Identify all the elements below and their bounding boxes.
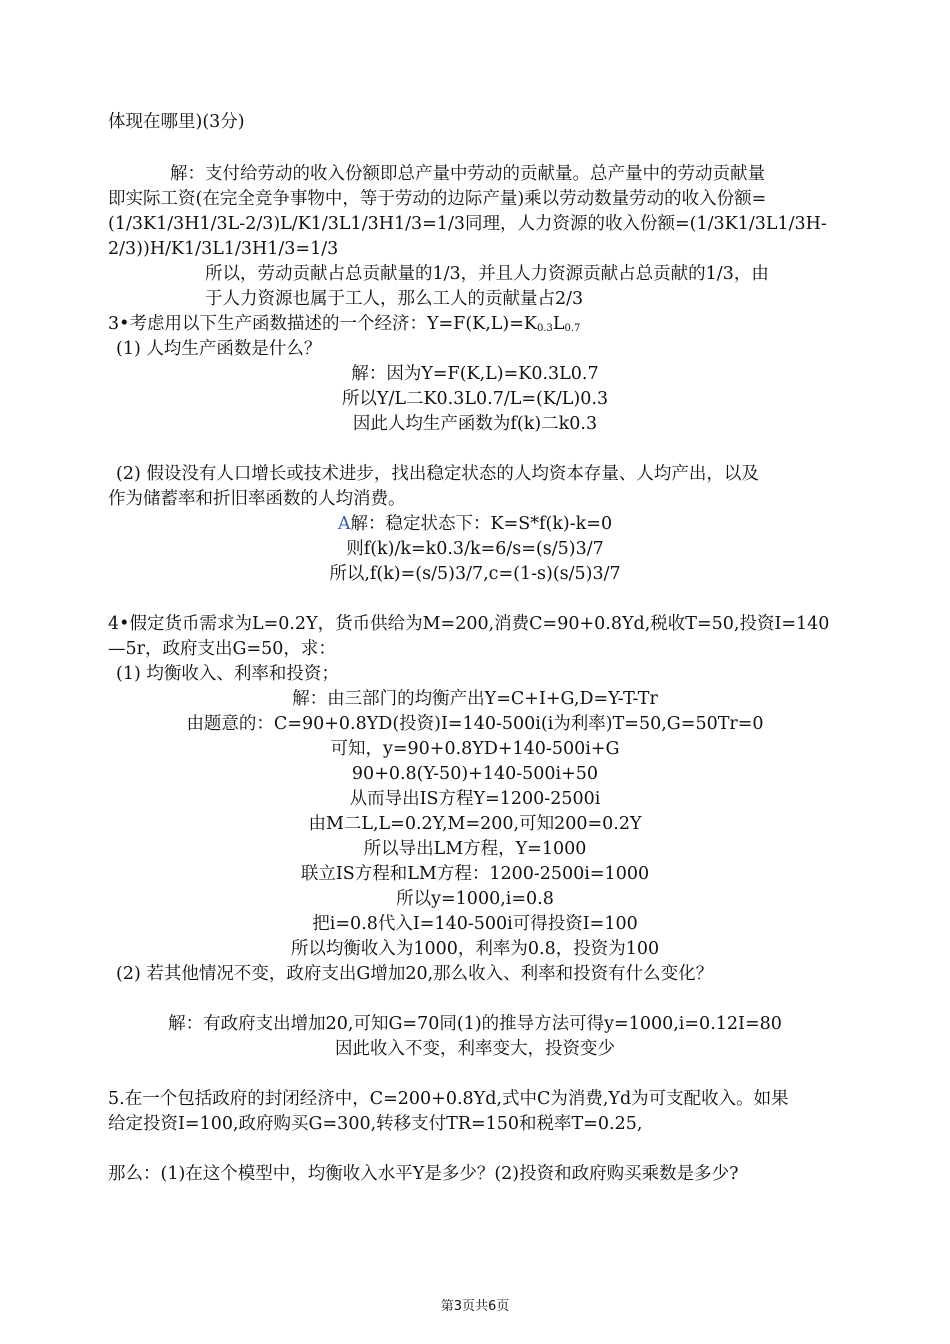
text-line: 由M二L,L=0.2Y,M=200,可知200=0.2Y bbox=[308, 814, 642, 834]
text-line: 解：有政府支出增加20,可知G=70同(1)的推导方法可得y=1000,i=0.12I=80 bbox=[168, 1014, 782, 1034]
text-line: (2) 假设没有人口增长或技术进步，找出稳定状态的人均资本存量、人均产出，以及 bbox=[116, 464, 759, 484]
text-line: 所以,f(k)=(s/5)3/7,c=(1-s)(s/5)3/7 bbox=[329, 564, 621, 584]
text-span: 3•考虑用以下生产函数描述的一个经济：Y=F(K,L)=K bbox=[108, 314, 537, 334]
page-footer: 第3页共6页 bbox=[440, 1299, 510, 1314]
text-line: 解：因为Y=F(K,L)=K0.3L0.7 bbox=[351, 364, 599, 384]
text-line: 体现在哪里)(3分) bbox=[108, 112, 245, 132]
text-line: 因此收入不变，利率变大，投资变少 bbox=[335, 1039, 615, 1059]
marker-letter: A bbox=[337, 514, 351, 534]
text-line: 2/3))H/K1/3L1/3H1/3=1/3 bbox=[108, 239, 339, 259]
text-line: 5.在一个包括政府的封闭经济中，C=200+0.8Yd,式中C为消费,Yd为可支配收入。如果 bbox=[108, 1089, 789, 1109]
subscript: 0.7 bbox=[564, 323, 581, 334]
text-line: —5r，政府支出G=50，求： bbox=[108, 639, 336, 659]
text-line: 从而导出IS方程Y=1200-2500i bbox=[349, 789, 601, 809]
text-span: L bbox=[552, 314, 565, 334]
text-line: (1) 人均生产函数是什么？ bbox=[116, 339, 322, 359]
text-line: 联立IS方程和LM方程：1200-2500i=1000 bbox=[300, 864, 650, 884]
text-line: (2) 若其他情况不变，政府支出G增加20,那么收入、利率和投资有什么变化？ bbox=[116, 964, 714, 984]
text-line: 所以均衡收入为1000，利率为0.8，投资为100 bbox=[290, 939, 660, 959]
text-line: 由题意的：C=90+0.8YD(投资)I=140-500i(i为利率)T=50,G=50Tr=0 bbox=[186, 714, 764, 734]
text-line: 于人力资源也属于工人，那么工人的贡献量占2/3 bbox=[205, 289, 584, 309]
text-line: 90+0.8(Y-50)+140-500i+50 bbox=[351, 764, 599, 784]
text-line: 可知，y=90+0.8YD+140-500i+G bbox=[330, 739, 620, 759]
text-line: (1) 均衡收入、利率和投资； bbox=[116, 664, 339, 684]
text-line: 所以y=1000,i=0.8 bbox=[396, 889, 554, 909]
text-line: 所以，劳动贡献占总贡献量的1/3，并且人力资源贡献占总贡献的1/3，由 bbox=[205, 264, 769, 284]
subscript: 0.3 bbox=[536, 323, 553, 334]
text-line: 作为储蓄率和折旧率函数的人均消费。 bbox=[108, 489, 406, 509]
text-line: 即实际工资(在完全竞争事物中，等于劳动的边际产量)乘以劳动数量劳动的收入份额= bbox=[108, 189, 767, 209]
text-line: 把i=0.8代入I=140-500i可得投资I=100 bbox=[312, 914, 638, 934]
text-line: (1/3K1/3H1/3L-2/3)L/K1/3L1/3H1/3=1/3同理，人力资源的收入份额=(1/3K1/3L1/3H- bbox=[108, 214, 827, 234]
text-line: 给定投资I=100,政府购买G=300,转移支付TR=150和税率T=0.25, bbox=[108, 1114, 643, 1134]
text-line: 则f(k)/k=k0.3/k=6/s=(s/5)3/7 bbox=[346, 539, 604, 559]
text-line: 解：支付给劳动的收入份额即总产量中劳动的贡献量。总产量中的劳动贡献量 bbox=[170, 164, 765, 184]
text-line: 因此人均生产函数为f(k)二k0.3 bbox=[352, 414, 598, 434]
text-span: 解：稳定状态下：K=S*f(k)-k=0 bbox=[350, 514, 613, 534]
text-line bbox=[0, 512, 950, 536]
text-line: 4•假定货币需求为L=0.2Y，货币供给为M=200,消费C=90+0.8Yd,税收T=50,投资I=140 bbox=[108, 614, 830, 634]
text-line: 所以Y/L二K0.3L0.7/L=(K/L)0.3 bbox=[341, 389, 609, 409]
text-line: 解：由三部门的均衡产出Y=C+I+G,D=Y-T-Tr bbox=[292, 689, 658, 709]
text-line: 所以导出LM方程，Y=1000 bbox=[363, 839, 587, 859]
text-line: 那么：(1)在这个模型中，均衡收入水平Y是多少？(2)投资和政府购买乘数是多少? bbox=[108, 1164, 739, 1184]
